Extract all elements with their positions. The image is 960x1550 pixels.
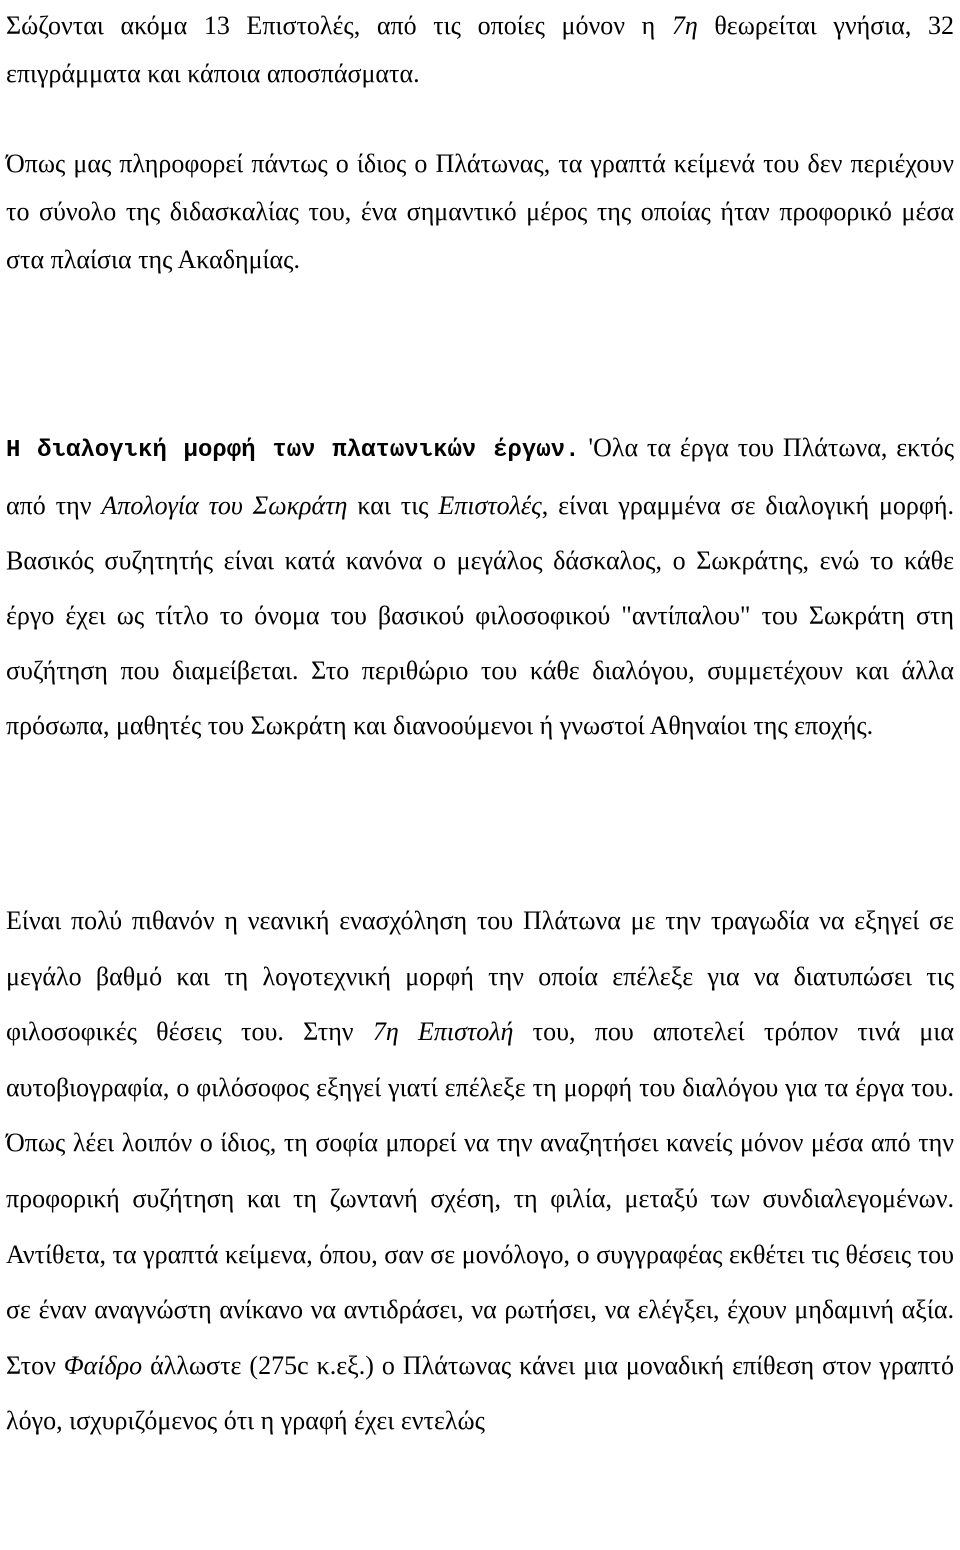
paragraph-dialogue-form-italic-2: Επιστολές [438, 491, 542, 520]
paragraph-tragedy-text-1: Είναι πολύ πιθανόν η νεανική ενασχόληση του Πλάτωνα με την τραγωδία να εξηγεί σε μεγάλο βαθμό και τη λογοτεχνική μορφή την οποία επέλεξε για να διατυπώσει τις φιλοσοφικές θέσεις του. Στην [6, 906, 954, 1047]
section-heading: Η διαλογική μορφή των πλατωνικών έργων. [6, 437, 580, 464]
paragraph-dialogue-form-text-1: 'Ολα τα έργα του Πλάτωνα, εκτός από την [6, 433, 954, 520]
paragraph-tragedy [6, 893, 954, 1449]
paragraph-epistles [6, 2, 954, 98]
paragraph-epistles-text-2: θεωρείται γνήσια, 32 επιγράμματα και κάποια αποσπάσματα. [6, 11, 954, 88]
paragraph-epistles-text-1: Σώζονται ακόμα 13 Επιστολές, από τις οποίες μόνον η [6, 11, 672, 40]
paragraph-oral-teaching [6, 140, 954, 284]
paragraph-dialogue-form-text-2: και τις [347, 491, 439, 520]
paragraph-epistles-italic-1: 7η [671, 11, 698, 40]
paragraph-dialogue-form-text-3: , είναι γραμμένα σε διαλογική μορφή. Βασικός συζητητής είναι κατά κανόνα ο μεγάλος δάσκαλος, ο Σωκράτης, ενώ το κάθε έργο έχει ως τίτλο το όνομα του βασικού φιλοσοφικού "αντίπαλου" του Σωκράτη στη συζήτηση που διαμείβεται. Στο περιθώριο του κάθε διαλόγου, συμμετέχουν και άλλα πρόσωπα, μαθητές του Σωκράτη και διανοούμενοι ή γνωστοί Αθηναίοι της εποχής. [6, 491, 954, 740]
paragraph-tragedy-italic-1: 7η Επιστολή [372, 1017, 514, 1047]
paragraph-dialogue-form-italic-1: Απολογία του Σωκράτη [101, 491, 348, 520]
paragraph-tragedy-text-2: του, που αποτελεί τρόπον τινά μια αυτοβιογραφία, ο φιλόσοφος εξηγεί γιατί επέλεξε τη μορφή του διαλόγου για τα έργα του. Όπως λέει λοιπόν ο ίδιος, τη σοφία μπορεί να την αναζητήσει κανείς μόνον μέσα από την προφορική συζήτηση και τη ζωντανή σχέση, τη φιλία, μεταξύ των συνδιαλεγομένων. Αντίθετα, τα γραπτά κείμενα, όπου, σαν σε μονόλογο, ο συγγραφέας εκθέτει τις θέσεις του σε έναν αναγνώστη ανίκανο να αντιδράσει, να ρωτήσει, να ελέγξει, έχουν μηδαμινή αξία. Στον [6, 1017, 954, 1380]
paragraph-tragedy-text-3: άλλωστε (275c κ.εξ.) ο Πλάτωνας κάνει μια μοναδική επίθεση στον γραπτό λόγο, ισχυριζόμενος ότι η γραφή έχει εντελώς [6, 1350, 954, 1436]
paragraph-oral-teaching-text: Όπως μας πληροφορεί πάντως ο ίδιος ο Πλάτωνας, τα γραπτά κείμενά του δεν περιέχουν το σύνολο της διδασκαλίας του, ένα σημαντικό μέρος της οποίας ήταν προφορικό μέσα στα πλαίσια της Ακαδημίας. [6, 149, 954, 274]
paragraph-dialogue-form [6, 420, 954, 753]
paragraph-tragedy-italic-2: Φαίδρο [63, 1350, 143, 1380]
